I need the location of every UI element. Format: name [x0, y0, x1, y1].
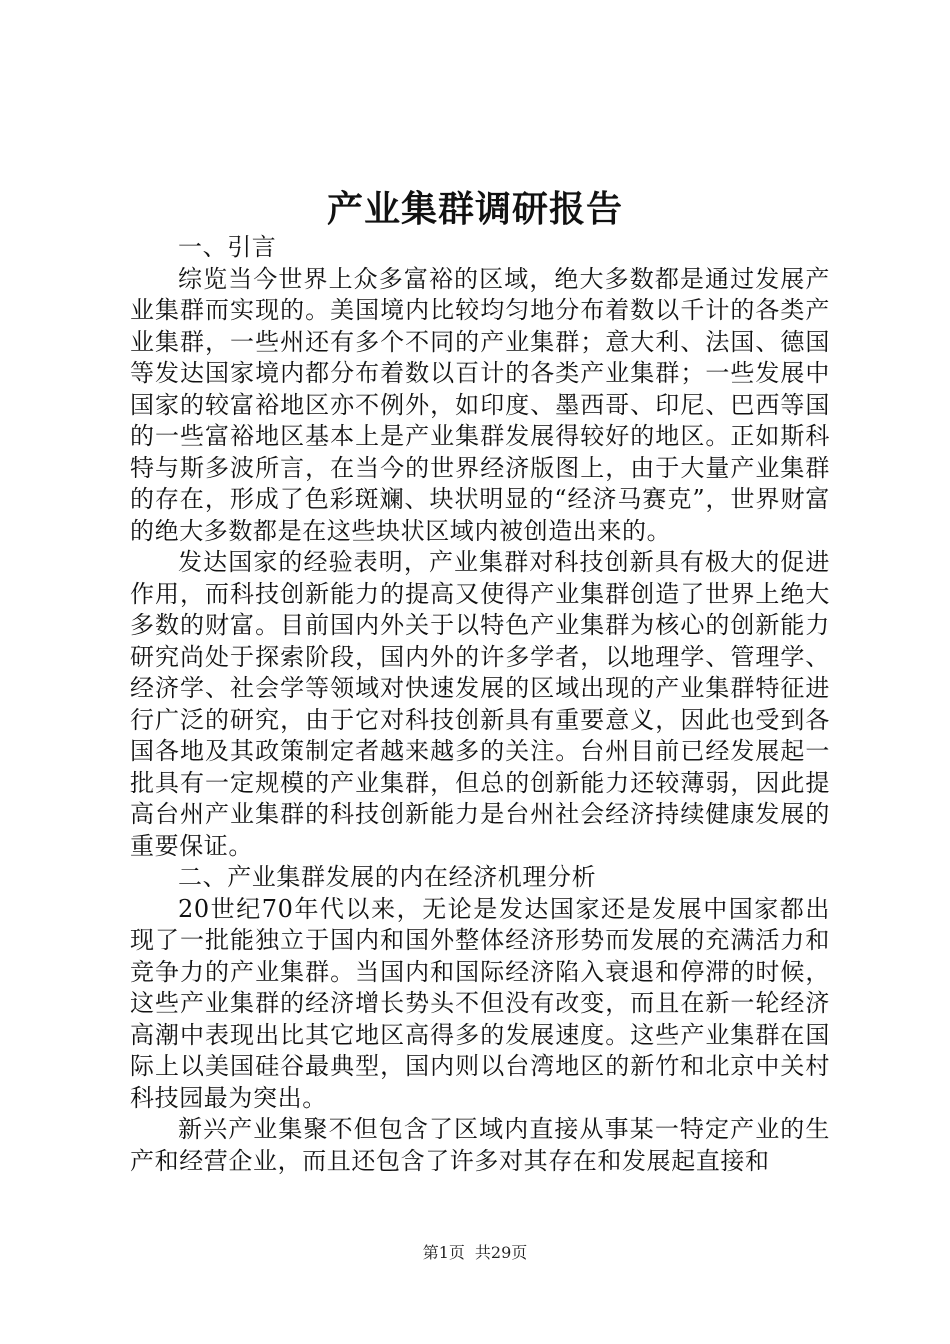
paragraph: 发达国家的经验表明，产业集群对科技创新具有极大的促进作用，而科技创新能力的提高又使得产业集群创造了世界上绝大多数的财富。目前国内外关于以特色产业集群为核心的创新能力研究尚处于探索阶段，国内外的许多学者，以地理学、管理学、经济学、社会学等领域对快速发展的区域出现的产业集群特征进行广泛的研究，由于它对科技创新具有重要意义，因此也受到各国各地及其政策制定者越来越多的关注。台州目前已经发展起一批具有一定规模的产业集群，但总的创新能力还较薄弱，因此提高台州产业集群的科技创新能力是台州社会经济持续健康发展的重要保证。	[130, 548, 830, 860]
page-title: 产业集群调研报告	[326, 188, 623, 230]
paragraph: 新兴产业集聚不但包含了区域内直接从事某一特定产业的生产和经营企业，而且还包含了许多对其存在和发展起直接和	[130, 1115, 830, 1175]
page-footer	[0, 1243, 950, 1263]
page-number: 第1页	[422, 1243, 465, 1262]
section-heading-mechanism: 二、产业集群发展的内在经济机理分析	[178, 863, 597, 891]
paragraph: 综览当今世界上众多富裕的区域，绝大多数都是通过发展产业集群而实现的。美国境内比较均匀地分布着数以千计的各类产业集群，一些州还有多个不同的产业集群；意大利、法国、德国等发达国家境内都分布着数以百计的各类产业集群；一些发展中国家的较富裕地区亦不例外，如印度、墨西哥、印尼、巴西等国的一些富裕地区基本上是产业集群发展得较好的地区。正如斯科特与斯多波所言，在当今的世界经济版图上，由于大量产业集群的存在，形成了色彩斑斓、块状明显的“经济马赛克”，世界财富的绝大多数都是在这些块状区域内被创造出来的。	[130, 264, 830, 545]
page-total: 共29页	[474, 1243, 528, 1262]
section-heading-intro: 一、引言	[178, 233, 277, 261]
paragraph: 20世纪70年代以来，无论是发达国家还是发展中国家都出现了一批能独立于国内和国外整体经济形势而发展的充满活力和竞争力的产业集群。当国内和国际经济陷入衰退和停滞的时候，这些产业集群的经济增长势头不但没有改变，而且在新一轮经济高潮中表现出比其它地区高得多的发展速度。这些产业集群在国际上以美国硅谷最典型，国内则以台湾地区的新竹和北京中关村科技园最为突出。	[130, 894, 830, 1112]
document-body	[130, 232, 830, 1177]
